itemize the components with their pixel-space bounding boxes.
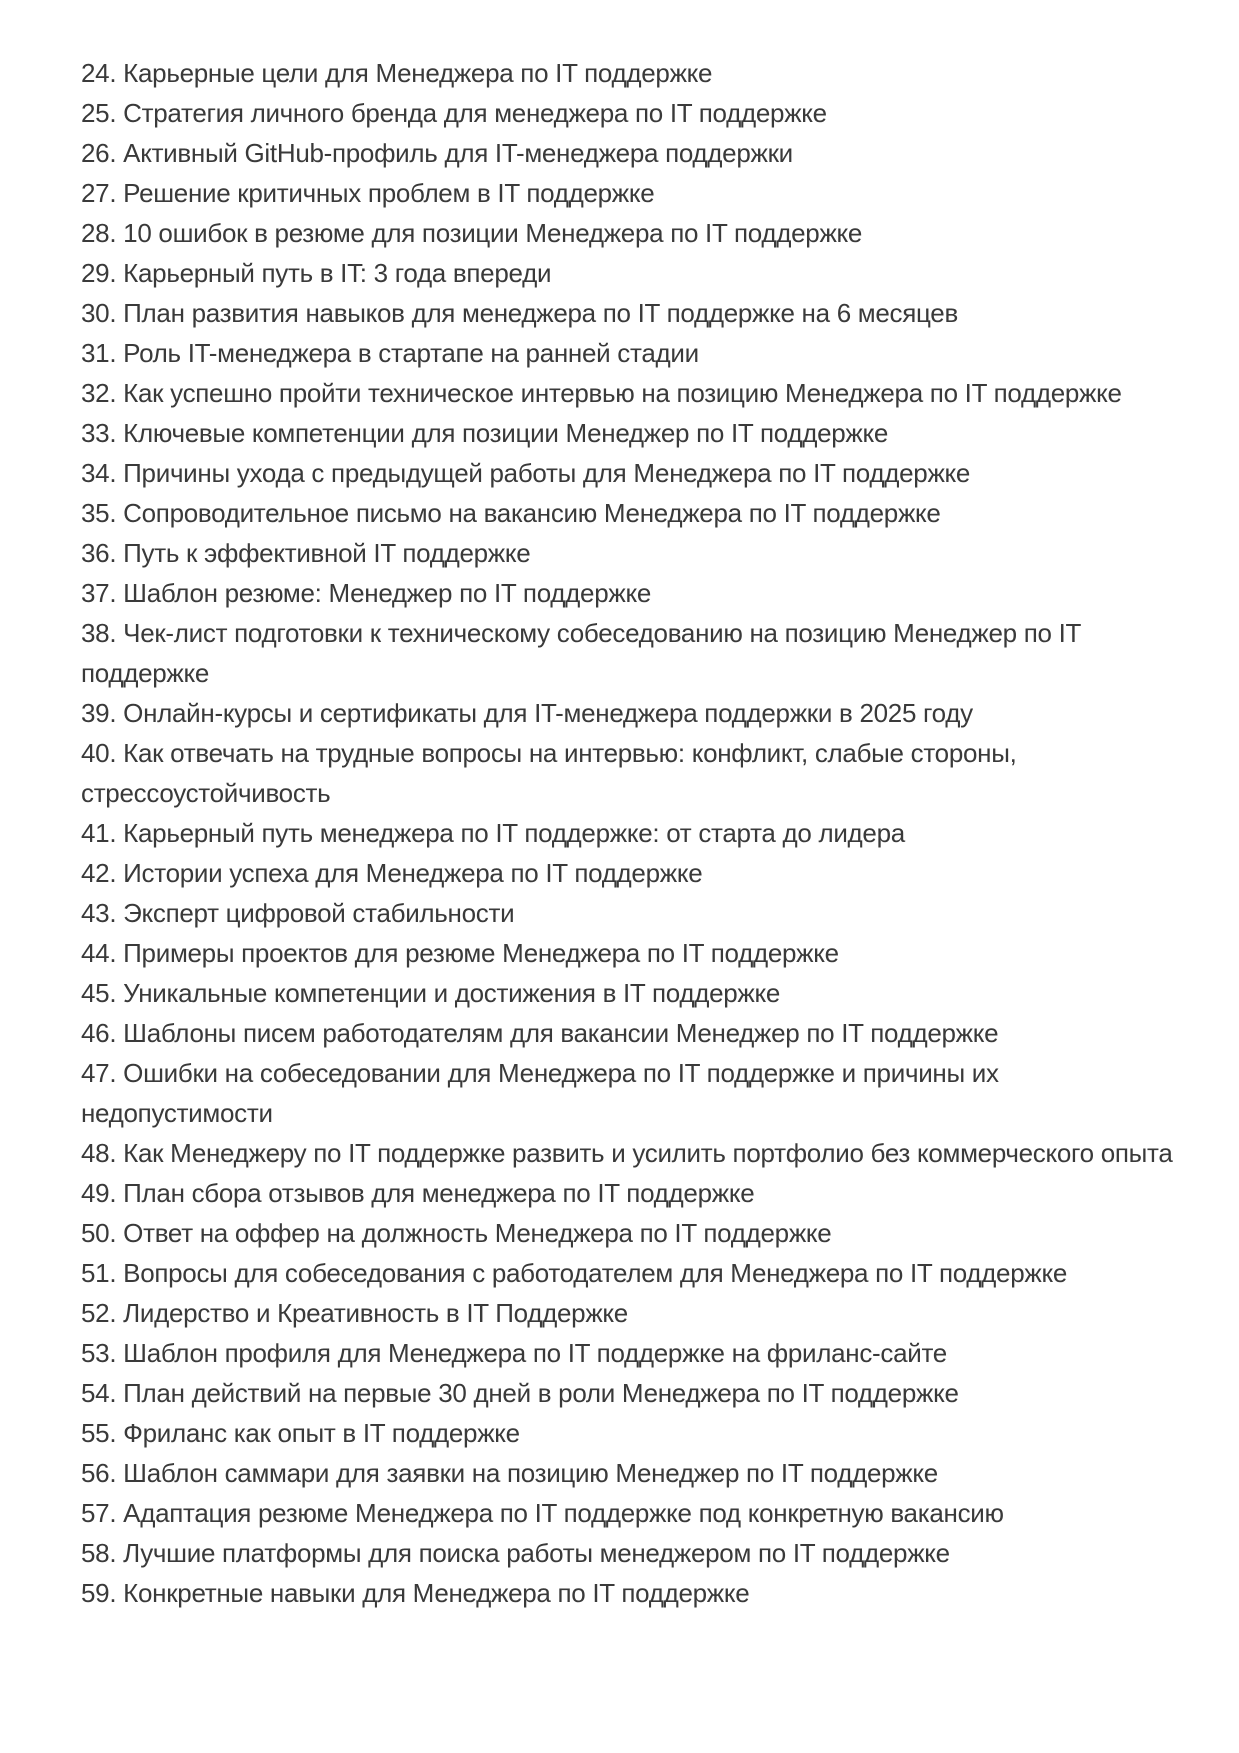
- list-item: 53. Шаблон профиля для Менеджера по IT поддержке на фриланс-сайте: [81, 1338, 947, 1368]
- list-item: 31. Роль IT-менеджера в стартапе на ранней стадии: [81, 338, 699, 368]
- list-item: 38. Чек-лист подготовки к техническому собеседованию на позицию Менеджер по IT поддержке: [81, 618, 1081, 688]
- list-item: 47. Ошибки на собеседовании для Менеджера по IT поддержке и причины их недопустимости: [81, 1058, 999, 1128]
- list-item: 32. Как успешно пройти техническое интервью на позицию Менеджера по IT поддержке: [81, 378, 1122, 408]
- list-item: 37. Шаблон резюме: Менеджер по IT поддержке: [81, 578, 651, 608]
- list-item: 49. План сбора отзывов для менеджера по IT поддержке: [81, 1178, 755, 1208]
- list-item: 36. Путь к эффективной IT поддержке: [81, 538, 531, 568]
- list-item: 55. Фриланс как опыт в IT поддержке: [81, 1418, 520, 1448]
- list-item: 59. Конкретные навыки для Менеджера по IT поддержке: [81, 1578, 750, 1608]
- list-item: 33. Ключевые компетенции для позиции Менеджер по IT поддержке: [81, 418, 889, 448]
- list-item: 44. Примеры проектов для резюме Менеджера по IT поддержке: [81, 938, 839, 968]
- list-item: 48. Как Менеджеру по IT поддержке развить и усилить портфолио без коммерческого опыта: [81, 1138, 1173, 1168]
- list-item: 46. Шаблоны писем работодателям для вакансии Менеджер по IT поддержке: [81, 1018, 999, 1048]
- list-item: 30. План развития навыков для менеджера по IT поддержке на 6 месяцев: [81, 298, 958, 328]
- list-item: 57. Адаптация резюме Менеджера по IT поддержке под конкретную вакансию: [81, 1498, 1004, 1528]
- list-item: 43. Эксперт цифровой стабильности: [81, 898, 515, 928]
- list-item: 52. Лидерство и Креативность в IT Поддержке: [81, 1298, 628, 1328]
- list-item: 29. Карьерный путь в IT: 3 года впереди: [81, 258, 552, 288]
- list-item: 42. Истории успеха для Менеджера по IT поддержке: [81, 858, 703, 888]
- list-item: 39. Онлайн-курсы и сертификаты для IT-менеджера поддержки в 2025 году: [81, 698, 973, 728]
- list-item: 35. Сопроводительное письмо на вакансию Менеджера по IT поддержке: [81, 498, 941, 528]
- list-item: 25. Стратегия личного бренда для менеджера по IT поддержке: [81, 98, 827, 128]
- list-item: 45. Уникальные компетенции и достижения в IT поддержке: [81, 978, 781, 1008]
- list-item: 41. Карьерный путь менеджера по IT поддержке: от старта до лидера: [81, 818, 905, 848]
- numbered-list: [81, 53, 1181, 1613]
- list-item: 40. Как отвечать на трудные вопросы на интервью: конфликт, слабые стороны, стрессоустойчивость: [81, 738, 1017, 808]
- list-item: 28. 10 ошибок в резюме для позиции Менеджера по IT поддержке: [81, 218, 863, 248]
- list-item: 27. Решение критичных проблем в IT поддержке: [81, 178, 655, 208]
- list-item: 34. Причины ухода с предыдущей работы для Менеджера по IT поддержке: [81, 458, 971, 488]
- list-item: 58. Лучшие платформы для поиска работы менеджером по IT поддержке: [81, 1538, 950, 1568]
- list-item: 51. Вопросы для собеседования с работодателем для Менеджера по IT поддержке: [81, 1258, 1067, 1288]
- list-item: 26. Активный GitHub-профиль для IT-менеджера поддержки: [81, 138, 793, 168]
- list-item: 50. Ответ на оффер на должность Менеджера по IT поддержке: [81, 1218, 832, 1248]
- list-item: 54. План действий на первые 30 дней в роли Менеджера по IT поддержке: [81, 1378, 959, 1408]
- list-item: 56. Шаблон саммари для заявки на позицию Менеджер по IT поддержке: [81, 1458, 938, 1488]
- list-item: 24. Карьерные цели для Менеджера по IT поддержке: [81, 58, 713, 88]
